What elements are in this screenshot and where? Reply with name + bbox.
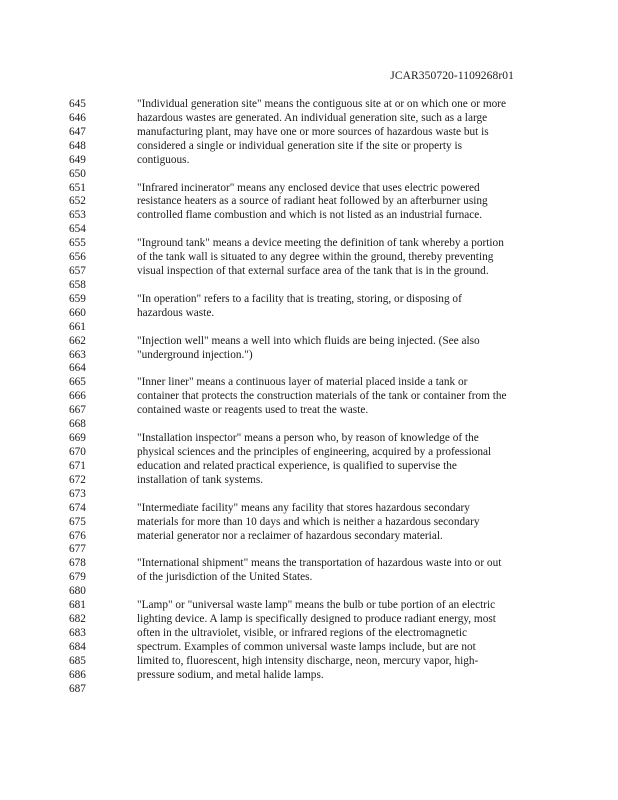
document-line xyxy=(0,570,618,584)
line-number: 687 xyxy=(69,682,86,695)
document-line xyxy=(0,389,618,403)
document-line xyxy=(0,111,618,125)
line-number: 652 xyxy=(69,195,86,208)
line-number: 678 xyxy=(69,557,86,570)
line-number: 670 xyxy=(69,446,86,458)
line-number: 661 xyxy=(69,320,86,333)
document-line xyxy=(0,654,618,668)
line-number: 655 xyxy=(69,237,86,250)
line-number: 671 xyxy=(69,459,86,472)
document-line xyxy=(0,348,618,362)
line-number: 645 xyxy=(69,98,86,110)
document-line xyxy=(0,222,618,236)
document-line xyxy=(0,682,618,696)
line-text: container that protects the construction materials of the tank or container from the xyxy=(137,390,507,403)
line-text: physical sciences and the principles of engineering, acquired by a professional xyxy=(137,446,492,458)
line-number: 666 xyxy=(69,390,86,403)
line-number: 672 xyxy=(69,473,86,486)
line-number: 656 xyxy=(69,251,86,264)
document-line xyxy=(0,626,618,640)
document-line xyxy=(0,306,618,320)
document-line xyxy=(0,612,618,626)
line-number: 648 xyxy=(69,139,86,152)
line-number: 659 xyxy=(69,292,86,305)
line-text: "Installation inspector" means a person who, by reason of knowledge of the xyxy=(137,432,479,445)
line-number: 663 xyxy=(69,348,86,361)
line-number: 677 xyxy=(69,543,86,556)
line-text: "Inground tank" means a device meeting the definition of tank whereby a portion xyxy=(137,237,504,250)
line-text: contained waste or reagents used to treat the waste. xyxy=(137,404,369,417)
document-line xyxy=(0,181,618,195)
line-text: often in the ultraviolet, visible, or infrared regions of the electromagnetic xyxy=(137,626,468,639)
line-number: 683 xyxy=(69,626,86,639)
line-text: "Injection well" means a well into which fluids are being injected. (See also xyxy=(137,334,480,347)
line-number: 673 xyxy=(69,487,86,500)
line-number: 653 xyxy=(69,209,86,222)
line-number: 668 xyxy=(69,418,86,431)
line-text: "In operation" refers to a facility that is treating, storing, or disposing of xyxy=(137,292,462,305)
document-line xyxy=(0,668,618,682)
document-line xyxy=(0,515,618,529)
document-line xyxy=(0,236,618,250)
document-line xyxy=(0,278,618,292)
line-number: 654 xyxy=(69,223,86,236)
line-text: "Lamp" or "universal waste lamp" means the bulb or tube portion of an electric xyxy=(137,599,496,612)
line-number: 650 xyxy=(69,167,86,180)
line-text: resistance heaters as a source of radiant heat followed by an afterburner using xyxy=(137,195,488,208)
line-number: 667 xyxy=(69,404,86,417)
document-line xyxy=(0,125,618,139)
line-text: "Inner liner" means a continuous layer of material placed inside a tank or xyxy=(137,376,468,389)
line-text: controlled flame combustion and which is not listed as an industrial furnace. xyxy=(137,209,483,222)
line-text: considered a single or individual generation site if the site or property is xyxy=(137,139,463,152)
line-text: "International shipment" means the transportation of hazardous waste into or out xyxy=(137,557,502,570)
line-text: hazardous wastes are generated. An individual generation site, such as a large xyxy=(137,111,488,124)
line-text: material generator nor a reclaimer of hazardous secondary material. xyxy=(137,529,443,542)
document-line xyxy=(0,598,618,612)
line-number: 682 xyxy=(69,613,86,626)
line-number: 684 xyxy=(69,640,86,653)
document-line xyxy=(0,97,618,111)
line-text: "underground injection.") xyxy=(137,348,253,361)
document-line xyxy=(0,584,618,598)
line-text: manufacturing plant, may have one or more sources of hazardous waste but is xyxy=(137,125,489,138)
line-text: education and related practical experience, is qualified to supervise the xyxy=(137,459,457,472)
document-line xyxy=(0,459,618,473)
line-text: of the tank wall is situated to any degree within the ground, thereby preventing xyxy=(137,251,494,264)
document-line xyxy=(0,431,618,445)
document-line xyxy=(0,361,618,375)
document-line xyxy=(0,501,618,515)
line-number: 664 xyxy=(69,362,86,375)
line-text: lighting device. A lamp is specifically designed to produce radiant energy, most xyxy=(137,613,496,626)
line-text: hazardous waste. xyxy=(137,306,215,319)
line-text: limited to, fluorescent, high intensity discharge, neon, mercury vapor, high- xyxy=(137,654,479,667)
line-number: 680 xyxy=(69,585,86,598)
line-text: "Intermediate facility" means any facility that stores hazardous secondary xyxy=(137,501,470,514)
line-text: spectrum. Examples of common universal waste lamps include, but are not xyxy=(137,640,476,653)
document-id-header: JCAR350720-1109268r01 xyxy=(390,70,514,82)
line-text: of the jurisdiction of the United States. xyxy=(137,571,313,584)
document-line xyxy=(0,194,618,208)
line-number: 665 xyxy=(69,376,86,389)
line-number: 685 xyxy=(69,654,86,667)
line-text: pressure sodium, and metal halide lamps. xyxy=(137,668,324,681)
line-text: visual inspection of that external surface area of the tank that is in the ground. xyxy=(137,265,489,278)
line-number: 651 xyxy=(69,181,86,194)
document-line xyxy=(0,529,618,543)
document-line xyxy=(0,153,618,167)
line-number: 657 xyxy=(69,265,86,278)
line-number: 674 xyxy=(69,501,86,514)
document-line xyxy=(0,487,618,501)
line-text: "Individual generation site" means the contiguous site at or on which one or more xyxy=(137,98,507,110)
document-line xyxy=(0,250,618,264)
document-line xyxy=(0,139,618,153)
line-text: "Infrared incinerator" means any enclosed device that uses electric powered xyxy=(137,181,480,194)
document-line xyxy=(0,473,618,487)
line-number: 658 xyxy=(69,278,86,291)
document-line xyxy=(0,556,618,570)
line-number: 675 xyxy=(69,515,86,528)
document-line xyxy=(0,264,618,278)
document-line xyxy=(0,320,618,334)
line-number: 679 xyxy=(69,571,86,584)
line-number: 676 xyxy=(69,529,86,542)
document-line xyxy=(0,167,618,181)
document-line xyxy=(0,403,618,417)
document-line xyxy=(0,542,618,556)
line-number: 681 xyxy=(69,599,86,612)
line-number: 660 xyxy=(69,306,86,319)
line-text: installation of tank systems. xyxy=(137,473,264,486)
line-number: 669 xyxy=(69,432,86,445)
line-number: 649 xyxy=(69,153,86,166)
line-number: 662 xyxy=(69,334,86,347)
line-number: 646 xyxy=(69,111,86,124)
line-text: contiguous. xyxy=(137,153,190,166)
document-line xyxy=(0,417,618,431)
document-line xyxy=(0,640,618,654)
document-line xyxy=(0,445,618,459)
document-line xyxy=(0,375,618,389)
document-line xyxy=(0,292,618,306)
line-text: materials for more than 10 days and which is neither a hazardous secondary xyxy=(137,515,480,528)
line-number: 686 xyxy=(69,668,86,681)
document-line xyxy=(0,208,618,222)
document-line xyxy=(0,334,618,348)
line-number: 647 xyxy=(69,125,86,138)
